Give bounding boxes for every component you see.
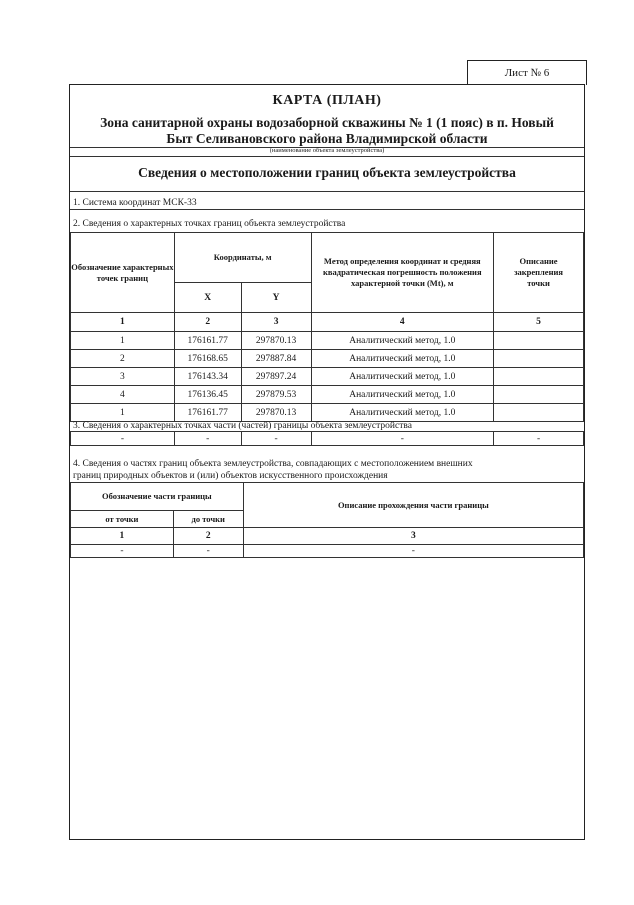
document-title: КАРТА (ПЛАН) [272, 93, 382, 108]
point-x: 176136.45 [174, 386, 241, 404]
parts-caption: 3. Сведения о характерных точках части (частей) границы объекта землеустройства [73, 421, 412, 431]
point-fixing [494, 386, 584, 404]
parts-cell: - [311, 432, 494, 446]
point-method: Аналитический метод, 1.0 [311, 386, 494, 404]
table-row [71, 350, 584, 368]
parts-cell: - [71, 432, 175, 446]
header-description: Описание прохождения части границы [243, 483, 583, 528]
header-from: от точки [71, 511, 174, 528]
col-number: 1 [71, 528, 174, 545]
column-numbers-row [71, 313, 584, 332]
point-y: 297870.13 [241, 332, 311, 350]
header-fixing: Описание закрепления точки [494, 233, 584, 313]
table-row [71, 386, 584, 404]
points-caption: 2. Сведения о характерных точках границ объекта землеустройства [73, 219, 346, 229]
col-number: 2 [173, 528, 243, 545]
parts-table [70, 431, 584, 446]
header-coords: Координаты, м [174, 233, 311, 283]
point-method: Аналитический метод, 1.0 [311, 368, 494, 386]
header-method: Метод определения координат и средняя квадратическая погрешность положения характерной точки (Mt), м [311, 233, 494, 313]
object-caption: (наименование объекта землеустройства) [269, 147, 385, 154]
point-id: 1 [71, 404, 175, 422]
match-cell: - [173, 545, 243, 558]
sheet-number-label: Лист № 6 [504, 67, 550, 79]
col-number: 3 [241, 313, 311, 332]
header-designation: Обозначение характерных точек границ [71, 233, 175, 313]
object-name-line1: Зона санитарной охраны водозаборной скважины № 1 (1 пояс) в п. Новый [100, 115, 554, 130]
match-caption [73, 458, 473, 482]
table-row [71, 404, 584, 422]
section-title: Сведения о местоположении границ объекта землеустройства [138, 165, 516, 180]
object-name-line2: Быт Селивановского района Владимирской области [166, 131, 488, 146]
divider [70, 156, 584, 157]
coord-system: 1. Система координат МСК-33 [73, 198, 197, 208]
point-id: 2 [71, 350, 175, 368]
point-y: 297897.24 [241, 368, 311, 386]
point-method: Аналитический метод, 1.0 [311, 404, 494, 422]
point-fixing [494, 404, 584, 422]
match-cell: - [71, 545, 174, 558]
table-row [71, 545, 584, 558]
header-y: Y [241, 283, 311, 313]
point-x: 176161.77 [174, 332, 241, 350]
table-row [71, 432, 584, 446]
point-x: 176143.34 [174, 368, 241, 386]
object-name [70, 115, 584, 147]
sheet-number [467, 60, 587, 85]
parts-cell: - [174, 432, 241, 446]
table-row [71, 332, 584, 350]
match-caption-line2: границ природных объектов и (или) объектов искусственного происхождения [73, 471, 388, 481]
match-cell: - [243, 545, 583, 558]
column-numbers-row [71, 528, 584, 545]
point-id: 3 [71, 368, 175, 386]
col-number: 2 [174, 313, 241, 332]
point-y: 297887.84 [241, 350, 311, 368]
points-table [70, 232, 584, 422]
point-fixing [494, 332, 584, 350]
parts-cell: - [241, 432, 311, 446]
point-id: 4 [71, 386, 175, 404]
header-part: Обозначение части границы [71, 483, 244, 511]
col-number: 4 [311, 313, 494, 332]
table-row [71, 368, 584, 386]
point-x: 176168.65 [174, 350, 241, 368]
point-id: 1 [71, 332, 175, 350]
parts-cell: - [494, 432, 584, 446]
point-y: 297870.13 [241, 404, 311, 422]
match-caption-line1: 4. Сведения о частях границ объекта землеустройства, совпадающих с местоположением внешних [73, 459, 473, 469]
point-method: Аналитический метод, 1.0 [311, 332, 494, 350]
point-fixing [494, 350, 584, 368]
point-y: 297879.53 [241, 386, 311, 404]
col-number: 5 [494, 313, 584, 332]
header-to: до точки [173, 511, 243, 528]
point-fixing [494, 368, 584, 386]
divider [70, 209, 584, 210]
boundary-match-table [70, 482, 584, 558]
col-number: 1 [71, 313, 175, 332]
map-plan-frame [69, 84, 585, 840]
col-number: 3 [243, 528, 583, 545]
point-x: 176161.77 [174, 404, 241, 422]
header-x: X [174, 283, 241, 313]
divider [70, 191, 584, 192]
point-method: Аналитический метод, 1.0 [311, 350, 494, 368]
